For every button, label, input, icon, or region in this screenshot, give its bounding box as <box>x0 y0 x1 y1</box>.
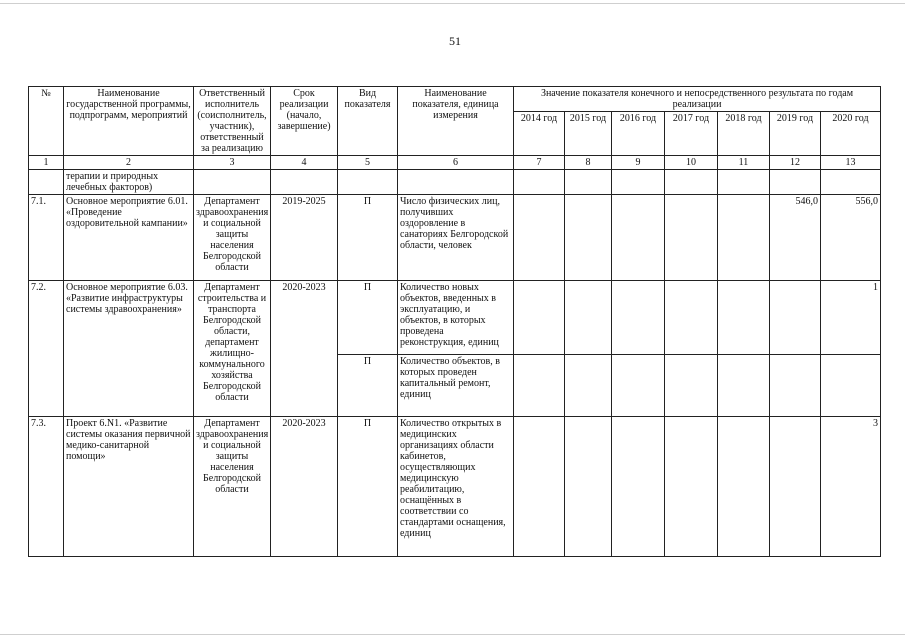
indicator-table <box>28 86 881 557</box>
column-number: 2 <box>64 156 194 170</box>
header-year-2014: 2014 год <box>514 112 565 156</box>
row-indicator-kind: П <box>338 355 398 417</box>
header-indicator-name: Наименование показателя, единица измерения <box>398 87 514 156</box>
column-number: 6 <box>398 156 514 170</box>
page-number: 51 <box>449 34 461 48</box>
header-row-1 <box>29 87 881 112</box>
scan-edge-bottom <box>0 634 905 635</box>
header-year-2020: 2020 год <box>821 112 881 156</box>
header-program-name: Наименование государственной программы, подпрограмм, мероприятий <box>64 87 194 156</box>
header-responsible: Ответственный исполнитель (соисполнитель, участник), ответственный за реализацию <box>194 87 271 156</box>
row-number: 7.1. <box>29 195 64 281</box>
row-number: 7.2. <box>29 281 64 417</box>
column-number: 5 <box>338 156 398 170</box>
row-responsible: Департамент здравоохранения и социальной защиты населения Белгородской области <box>194 195 271 281</box>
row-indicator-kind: П <box>338 195 398 281</box>
header-indicator-kind: Вид показателя <box>338 87 398 156</box>
row-value-2020: 1 <box>821 281 881 355</box>
table-row-7-2-a <box>29 281 881 355</box>
table-row-7-3 <box>29 417 881 557</box>
row-program-name: Основное мероприятие 6.01. «Проведение оздоровительной кампании» <box>64 195 194 281</box>
row-indicator-name: Количество объектов, в которых проведен капитальный ремонт, единиц <box>398 355 514 417</box>
row-value-2020: 556,0 <box>821 195 881 281</box>
scan-edge-top <box>0 3 905 4</box>
row-number: 7.3. <box>29 417 64 557</box>
table-row-continued <box>29 170 881 195</box>
row-responsible: Департамент здравоохранения и социальной защиты населения Белгородской области <box>194 417 271 557</box>
column-number: 4 <box>271 156 338 170</box>
row-value-2020: 3 <box>821 417 881 557</box>
row-indicator-kind: П <box>338 281 398 355</box>
header-year-2019: 2019 год <box>770 112 821 156</box>
row-indicator-name: Количество открытых в медицинских организациях области кабинетов, осуществляющих медицинскую реабилитацию, оснащённых в соответствии со стандартами оснащения, единиц <box>398 417 514 557</box>
table-row-7-1 <box>29 195 881 281</box>
row-indicator-name: Число физических лиц, получивших оздоровление в санаториях Белгородской области, человек <box>398 195 514 281</box>
row-indicator-name: Количество новых объектов, введенных в эксплуатацию, и объектов, в которых проведена реконструкция, единиц <box>398 281 514 355</box>
column-number-row <box>29 156 881 170</box>
continued-name: терапии и природных лечебных факторов) <box>64 170 194 195</box>
column-number: 13 <box>821 156 881 170</box>
header-year-2017: 2017 год <box>665 112 718 156</box>
row-value-2019: 546,0 <box>770 195 821 281</box>
row-term: 2019-2025 <box>271 195 338 281</box>
row-term: 2020-2023 <box>271 281 338 417</box>
row-program-name: Основное мероприятие 6.03. «Развитие инфраструктуры системы здравоохранения» <box>64 281 194 417</box>
row-indicator-kind: П <box>338 417 398 557</box>
column-number: 7 <box>514 156 565 170</box>
header-term: Срок реализации (начало, завершение) <box>271 87 338 156</box>
column-number: 1 <box>29 156 64 170</box>
column-number: 10 <box>665 156 718 170</box>
column-number: 11 <box>718 156 770 170</box>
column-number: 8 <box>565 156 612 170</box>
column-number: 3 <box>194 156 271 170</box>
header-year-2015: 2015 год <box>565 112 612 156</box>
column-number: 12 <box>770 156 821 170</box>
header-year-2016: 2016 год <box>612 112 665 156</box>
row-program-name: Проект 6.N1. «Развитие системы оказания первичной медико-санитарной помощи» <box>64 417 194 557</box>
header-year-2018: 2018 год <box>718 112 770 156</box>
header-values-group: Значение показателя конечного и непосредственного результата по годам реализации <box>514 87 881 112</box>
row-term: 2020-2023 <box>271 417 338 557</box>
column-number: 9 <box>612 156 665 170</box>
header-num: № <box>29 87 64 156</box>
row-responsible: Департамент строительства и транспорта Белгородской области, департамент жилищно-коммунального хозяйства Белгородской области <box>194 281 271 417</box>
